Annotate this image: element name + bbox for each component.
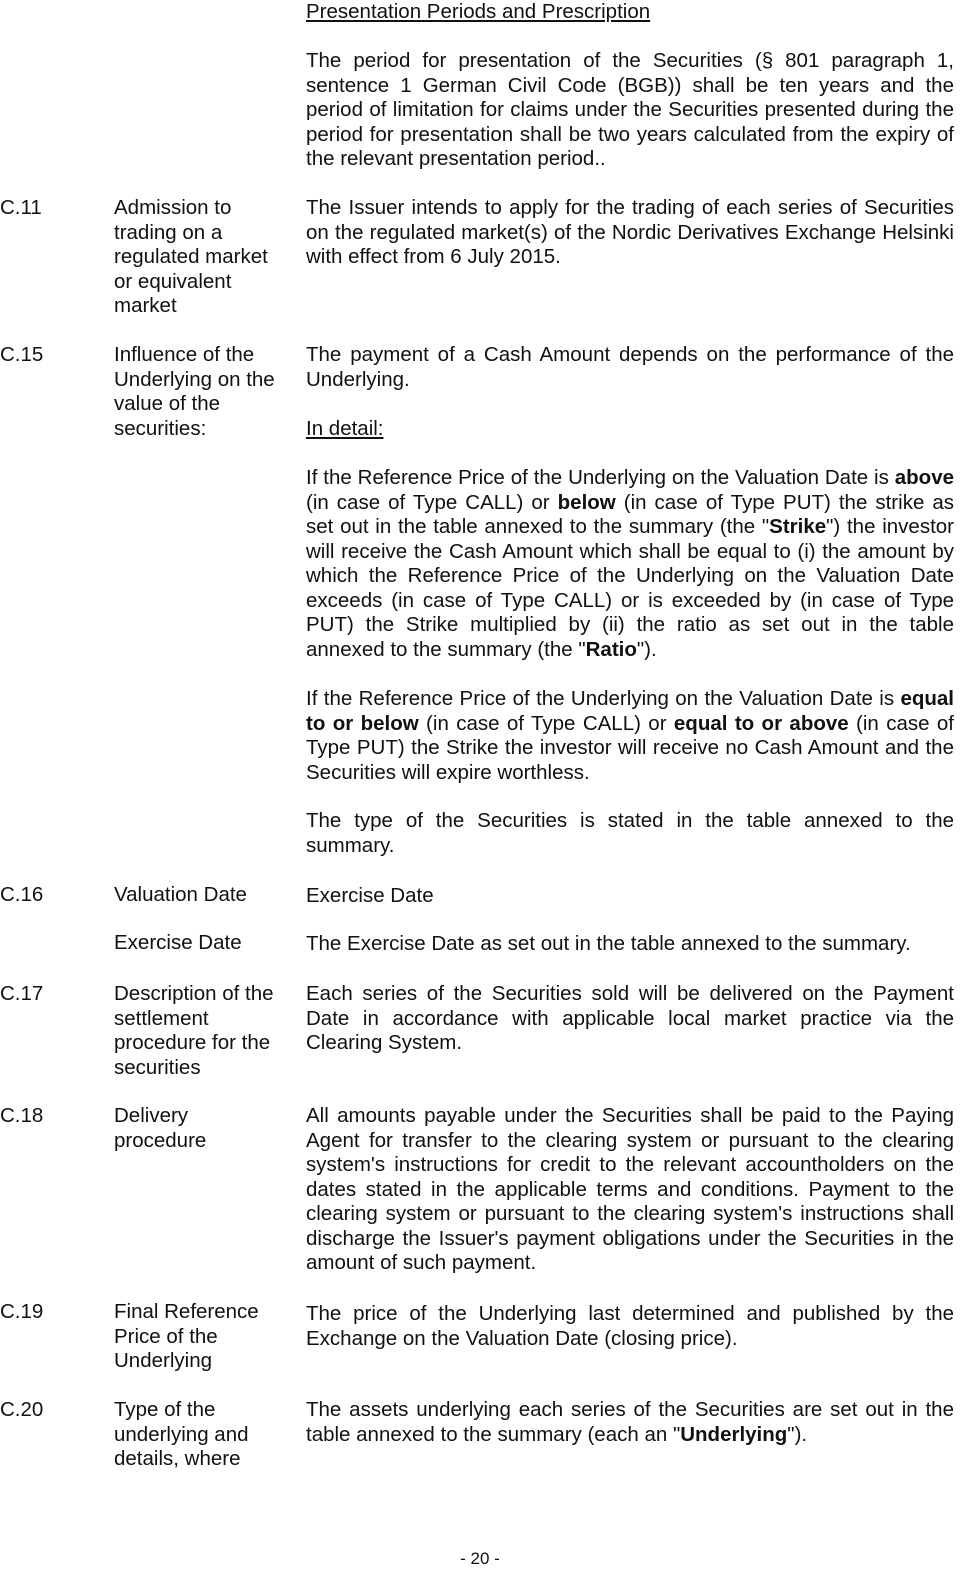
label-c15: Influence of the Underlying on the value of the securities:	[114, 343, 275, 440]
c15-p1-text-a: If the Reference Price of the Underlying on the Valuation Date is	[306, 466, 895, 489]
presentation-paragraph: The period for presentation of the Securities (§ 801 paragraph 1, sentence 1 German Civil Code (BGB)) shall be ten years and the period of limitation for claims under the Securities presented during the period for presentation shall be two years calculated from the expiry of the relevant presentation period..	[306, 49, 954, 170]
label-c16-exercise-date: Exercise Date	[114, 931, 242, 954]
c15-paragraph-1	[306, 466, 954, 662]
c15-p2-text-e: (in case of Type PUT) the Strike the investor will receive no Cash Amount and the Securities will expire worthless.	[306, 711, 954, 784]
code-c15: C.15	[0, 343, 44, 366]
text-c19: The price of the Underlying last determined and published by the Exchange on the Valuation Date (closing price).	[306, 1302, 954, 1350]
code-c17: C.17	[0, 982, 44, 1005]
c15-p1-bold-ratio: Ratio	[585, 637, 637, 661]
label-c16: Valuation Date	[114, 883, 247, 906]
code-c18: C.18	[0, 1104, 44, 1127]
c15-paragraph-3: The type of the Securities is stated in the table annexed to the summary.	[306, 809, 954, 857]
c15-p2-bold-equal-below: equal to or below	[306, 687, 954, 735]
c15-paragraph-2	[306, 687, 954, 785]
c15-p1-text-e: (in case of Type PUT) the strike as set out in the table annexed to the summary (the "	[306, 490, 954, 538]
code-c11: C.11	[0, 196, 42, 219]
label-c20: Type of the underlying and details, where	[114, 1398, 249, 1470]
c20-bold-underlying: Underlying	[680, 1422, 788, 1446]
text-c16: Exercise Date	[306, 884, 434, 907]
detail-heading: In detail:	[306, 417, 384, 440]
label-c17: Description of the settlement procedure for the securities	[114, 982, 274, 1079]
code-c19: C.19	[0, 1300, 44, 1323]
text-c15: The payment of a Cash Amount depends on the performance of the Underlying.	[306, 343, 954, 391]
c15-p2-text-a: If the Reference Price of the Underlying on the Valuation Date is	[306, 687, 901, 710]
c20-text-a: The assets underlying each series of the Securities are set out in the table annexed to the summary (each an "	[306, 1398, 954, 1446]
c20-text-c: ").	[787, 1422, 808, 1446]
label-c19: Final Reference Price of the Underlying	[114, 1300, 259, 1372]
c15-p1-text-i: ").	[636, 637, 657, 661]
text-c17: Each series of the Securities sold will be delivered on the Payment Date in accordance with applicable local market practice via the Clearing System.	[306, 982, 954, 1054]
text-c18: All amounts payable under the Securities shall be paid to the Paying Agent for transfer to the clearing system or pursuant to the clearing system's instructions for credit to the relevant accountholders on the dates stated in the applicable terms and conditions. Payment to the clearing system or pursuant to the clearing system's instructions shall discharge the Issuer's payment obligations under the Securities in the amount of such payment.	[306, 1104, 954, 1274]
c15-p1-text-c: (in case of Type CALL) or	[306, 490, 558, 514]
c15-p1-bold-above: above	[894, 466, 954, 489]
section-heading: Presentation Periods and Prescription	[306, 0, 651, 23]
page-number: - 20 -	[460, 1549, 500, 1568]
c15-p1-bold-below: below	[557, 490, 616, 514]
code-c16: C.16	[0, 883, 44, 906]
c15-p1-text-g: ") the investor will receive the Cash Amount which shall be equal to (i) the amount by which the Reference Price of the Underlying on the Valuation Date exceeds (in case of Type CALL) or is exceeded by (in case of Type PUT) the Strike multiplied by (ii) the ratio as set out in the table annexed to the summary (the "	[306, 515, 954, 661]
c15-p1-bold-strike: Strike	[769, 515, 827, 538]
code-c20: C.20	[0, 1398, 44, 1421]
text-c20	[306, 1398, 954, 1447]
c15-p2-text-c: (in case of Type CALL) or	[418, 711, 674, 735]
c15-p2-bold-equal-above: equal to or above	[673, 711, 849, 735]
label-c11: Admission to trading on a regulated market or equivalent market	[114, 196, 268, 317]
label-c18: Delivery procedure	[114, 1104, 207, 1152]
text-c16-exercise-date: The Exercise Date as set out in the table annexed to the summary.	[306, 932, 911, 955]
text-c11: The Issuer intends to apply for the trading of each series of Securities on the regulated market(s) of the Nordic Derivatives Exchange Helsinki with effect from 6 July 2015.	[306, 196, 954, 268]
